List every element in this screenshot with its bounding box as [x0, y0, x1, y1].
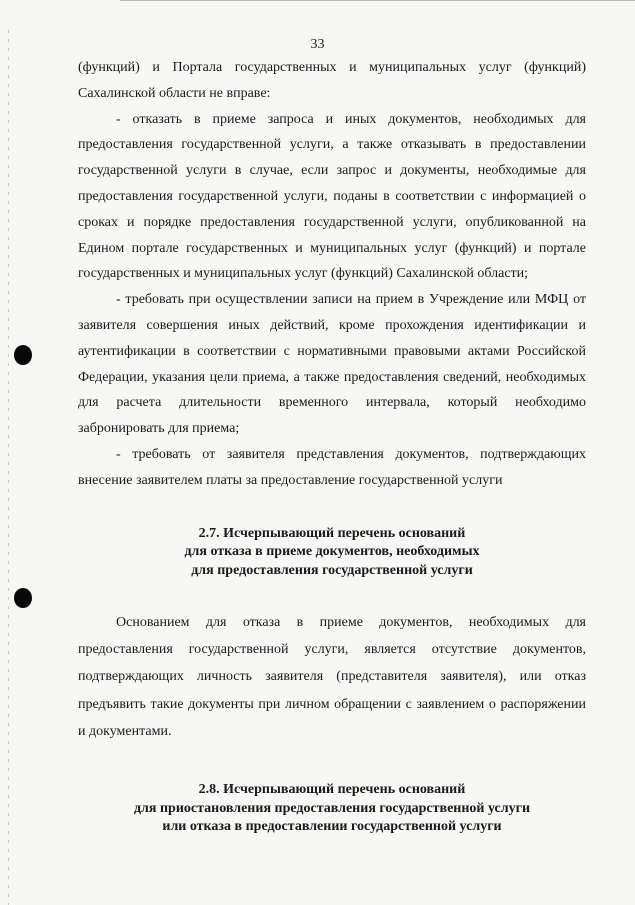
- paragraph-item-payment: - требовать от заявителя представления документов, подтверждающих внесение заявителем платы за предоставление государственной услуги: [78, 446, 586, 488]
- heading-line: или отказа в предоставлении государственной услуги: [162, 819, 502, 835]
- paragraph-intro: (функций) и Портала государственных и муниципальных услуг (функций) Сахалинской области не вправе:: [78, 60, 586, 101]
- heading-line: 2.7. Исчерпывающий перечень оснований: [198, 525, 466, 541]
- paragraph-item-refuse: - отказать в приеме запроса и иных документов, необходимых для предоставления государственной услуги, а также отказывать в предоставлении государственной услуги в случае, если запрос и документы, необходимые для предоставления государственной услуги, поданы в соответствии с информацией о сроках и порядке предоставления государственной услуги, опубликованной на Едином портале государственных и муниципальных услуг (функций) и портале государственных и муниципальных услуг (функций) Сахалинской области;: [78, 111, 586, 282]
- section-2-7-heading: [78, 525, 586, 581]
- heading-line: 2.8. Исчерпывающий перечень оснований: [198, 782, 466, 798]
- page-top-edge: [120, 0, 635, 1]
- heading-line: для приостановления предоставления государственной услуги: [133, 800, 531, 816]
- page-number: 33: [310, 37, 325, 52]
- section-2-8-heading: [78, 781, 586, 837]
- page-left-edge: [8, 30, 9, 905]
- heading-line: для отказа в приеме документов, необходимых: [184, 544, 480, 560]
- section-2-7-body: Основанием для отказа в приеме документов, необходимых для предоставления государственной услуги, является отсутствие документов, подтверждающих личность заявителя (представителя заявителя), или отказ предъявить такие документы при личном обращении с заявлением о распоряжении и документами.: [78, 615, 586, 739]
- heading-line: для предоставления государственной услуги: [191, 562, 473, 578]
- paragraph-item-appointment: - требовать при осуществлении записи на прием в Учреждение или МФЦ от заявителя совершения иных действий, кроме прохождения идентификации и аутентификации в соответствии с нормативными правовыми актами Российской Федерации, указания цели приема, а также предоставления сведений, необходимых для расчета длительности временного интервала, который необходимо забронировать для приема;: [78, 292, 586, 437]
- document-body: [78, 55, 586, 837]
- binder-hole: [14, 345, 32, 365]
- binder-hole: [14, 588, 32, 608]
